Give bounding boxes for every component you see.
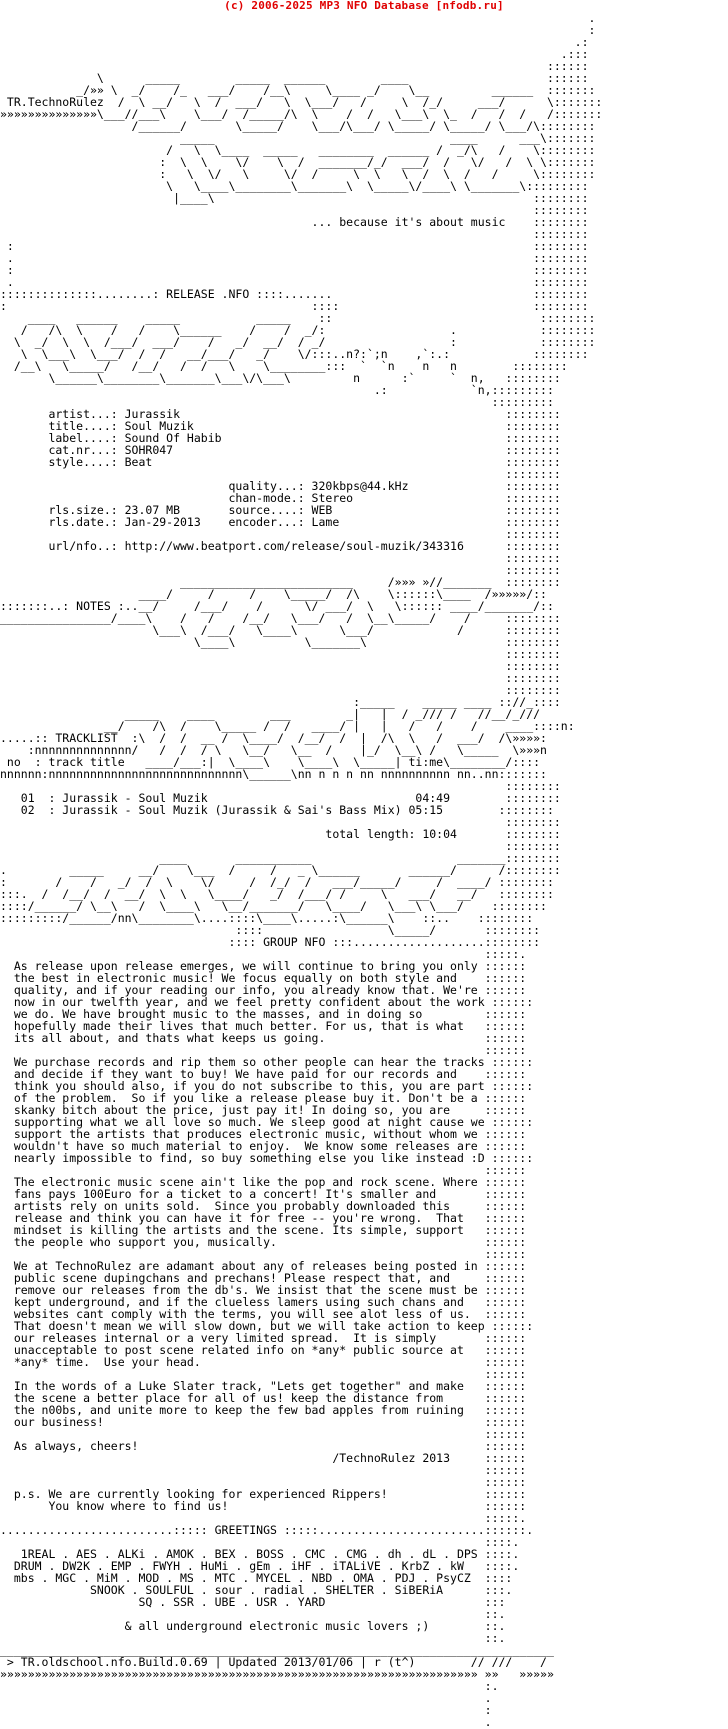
- nfodb-copyright-banner: (c) 2006-2025 MP3 NFO Database [nfodb.ru]: [224, 0, 504, 12]
- nfo-document-text: . : .: .::: :::::: \ _____ _____ ______ ____ :::::: _/»» \ _/ /_ ___/ /__\ \____ _/ \__ ______ ::::::: TR.TechnoRulez / \ __/ \ / ___/ \ \___/ / \ /_/ ___/ \::::::: »»»»»»»»»»»»»»\___//___\ \___/ /_____/\ \ / / \___\ \_ / / / /::::::: /______/ \_____/ \___/\___/ \_____/ \_____/ \___/\:::::::: _____ ____ ___\::::::: / \ \____ _____ ________ ______ / _/\ / \:::::::: : \ \ \/ \ / _______/_/ ___/ / \/ / \ \::::::: : \ \/ \ \/ / \ \ \ / \ / / \:::::::: \ \____\________\_______\ \_____\/____\ \_______\::::::::: |____\ :::::::: :::::::: ... because it's about music :::::::: :::::::: : :::::::: . :::::::: : :::::::: . :::::::: ::::::::::::::........: RELEASE .NFO ::::....... :::::::: : :::: :::::::: ____ ______ _____ _____ :: :::::::: / /\ \ / / \______ / / _/: . :::::::: \ _/ \ \ /___/ ___/ / _/ __/ / _/ : :::::::: \ \___\ \___/ / / __/___/ _/ \/:::..n?:`;n ,`:.: :::::::: /__\ \_____/ /__/ / / \ \________::: ` `n n n :::::::: \______\________\_______\___\/\___\ n :` ` n, :::::::: .: `n,::::::::: ::::::::: artist...: Jurassik :::::::: title....: Soul Muzik :::::::: label....: Sound Of Habib :::::::: cat.nr...: SOHR047 :::::::: style....: Beat :::::::: :::::::: quality...: 320kbps@44.kHz :::::::: chan-mode.: Stereo :::::::: rls.size.: 23.07 MB source....: WEB :::::::: rls.date.: Jan-29-2013 encoder...: Lame :::::::: :::::::: url/nfo..: http://www.beatport.com/release/soul-muzik/343316 :::::::: :::::::: :::::::: _________________________ /»»» »//_______ :::::::: ____/ / / \_____/ /\ \::::::\____ /»»»»»/:: :::::::..: NOTES :..__/ /___/ / \/ ___/ \ \:::::: ____/_______/:: ________________/____\ / / /__/ \___/ / \__\_____/ / :::::::: \___\ /___/ \____\ \___/ / :::::::: \____\ \_______\ :::::::: :::::::: :::::::: :::::::: :::::::: :_____ _____ ____ :://_:::: _____ ____ ___ _| | / _/// / //__/_/// __/ /\ / \_____ / / ____/ | | / / / ____::::n: .....:: TRACKLIST :\ / / __ / \____/ /__/ / | /\ \ / ___/ /\»»»»: :nnnnnnnnnnnnnn/ / / / \ \__/ \__ / |_/ \__\ / \_____ \»»»n no : track title ____/___:| \____\ \____\ \_____| ti:me\________/:::: nnnnnn:nnnnnnnnnnnnnnnnnnnnnnnnnnnn\______\nn n n n nn nnnnnnnnnn nn..nn::::::: :::::::: 01 : Jurassik - Soul Muzik 04:49 :::::::: 02 : Jurassik - Soul Muzik (Jurassik & Sai's Bass Mix) 05:15 :::::::: :::::::: total length: 10:04 :::::::: :::::::: ____ ___________ _______:::::::: . _____ __/ \___ / / _ \______ ______/ /:::::::: : / / _/ / \ \/ / /_/ / ___/_____/ / ____/ :::::::: :::. / /__/ / __/ \ \ \____/ _/ /___/ / \ ___/ __/ :::::::: ::::/______/ \__\ / \____\ \__/_______/ \____/ \___\ \___/ :::::::: :::::::::/______/nn\________\....::::\____\.....:\______\ ::.. :::::::: :::: \_____/ :::::::: :::: GROUP NFO :::...................:::::::: :::::. As release upon release emerges, we will continue to bring you only :::::: the best in electronic music! We focus equally on both style and :::::: quality, and if your reading our info, you already know that. We're :::::: now in our twelfth year, and we feel pretty confident about the work :::::: we do. We have brought music to the masses, and in doing so :::::: hopefully made their lives that much better. For us, that is what :::::: its all about, and thats what keeps us going. :::::: :::::: We purchase records and rip them so other people can hear the tracks :::::: and decide if they want to buy! We have paid for our records and :::::: think you should also, if you do not subscribe to this, you are part :::::: of the problem. So if you like a release please buy it. Don't be a :::::: skanky bitch about the price, just pay it! In doing so, you are :::::: supporting what we all love so much. We sleep good at night cause we :::::: support the artists that produces electronic music, without whom we :::::: wouldn't have so much material to enjoy. We know some releases are :::::: nearly impossible to find, so buy something else you like instead :D :::::: :::::: The electronic music scene ain't like the pop and rock scene. Where :::::: fans pays 100Euro for a ticket to a concert! It's smaller and :::::: artists rely on units sold. Since you probably downloaded this :::::: release and think you can have it for free -- you're wrong. That :::::: mindset is killing the artists and the scene. Its simple, support :::::: the people who support you, musically. :::::: :::::: We at TechnoRulez are adamant about any of releases being posted in :::::: public scene dupingchans and prechans! Please respect that, and :::::: remove our releases from the db's. We insist that the scene must be :::::: kept underground, and if the clueless lamers using such chans and :::::: websites cant comply with the terms, you will see alot less of us. :::::: That doesn't mean we will slow down, but we will take action to keep :::::: our releases internal or a very limited spread. It is simply :::::: unacceptable to post scene related info on *any* public source at :::::: *any* time. Use your head. :::::: :::::: In the words of a Luke Slater track, "Lets get together" and make :::::: the scene a better place for all of us! keep the distance from :::::: the n00bs, and unite more to keep the few bad apples from ruining :::::: our business! :::::: :::::: As always, cheers! :::::: /TechnoRulez 2013 :::::: :::::: :::::: p.s. We are currently looking for experienced Rippers! :::::: You know where to find us! :::::: :::::. .........................::::: GREETINGS :::::........................::::::. ::::. 1REAL . AES . ALKi . AMOK . BEX . BOSS . CMC . CMG . dh . dL . DPS ::::. DRUM . DW2K . EMP . FWYH . HuMi . gEm . iHF . iTALiVE . KrbZ . kW ::::. mbs . MGC . MiM . MOD . MS . MTC . MYCEL . NBD . OMA . PDJ . PsyCZ :::: SNOOK . SOULFUL . sour . radial . SHELTER . SiBERiA :::. SQ . SSR . UBE . USR . YARD ::: ::. & all underground electronic music lovers ;) ::. ::. ________________________________________________________________________________ > TR.oldschool.nfo.Build.0.69 | Updated 2013/01/06 | r (t^) // /// / »»»»»»»»»»»»»»»»»»»»»»»»»»»»»»»»»»»»»»»»»»»»»»»»»»»»»»»»»»»»»»»»»»»»» »» »»»»» :. . : .: [0, 11, 603, 1729]
